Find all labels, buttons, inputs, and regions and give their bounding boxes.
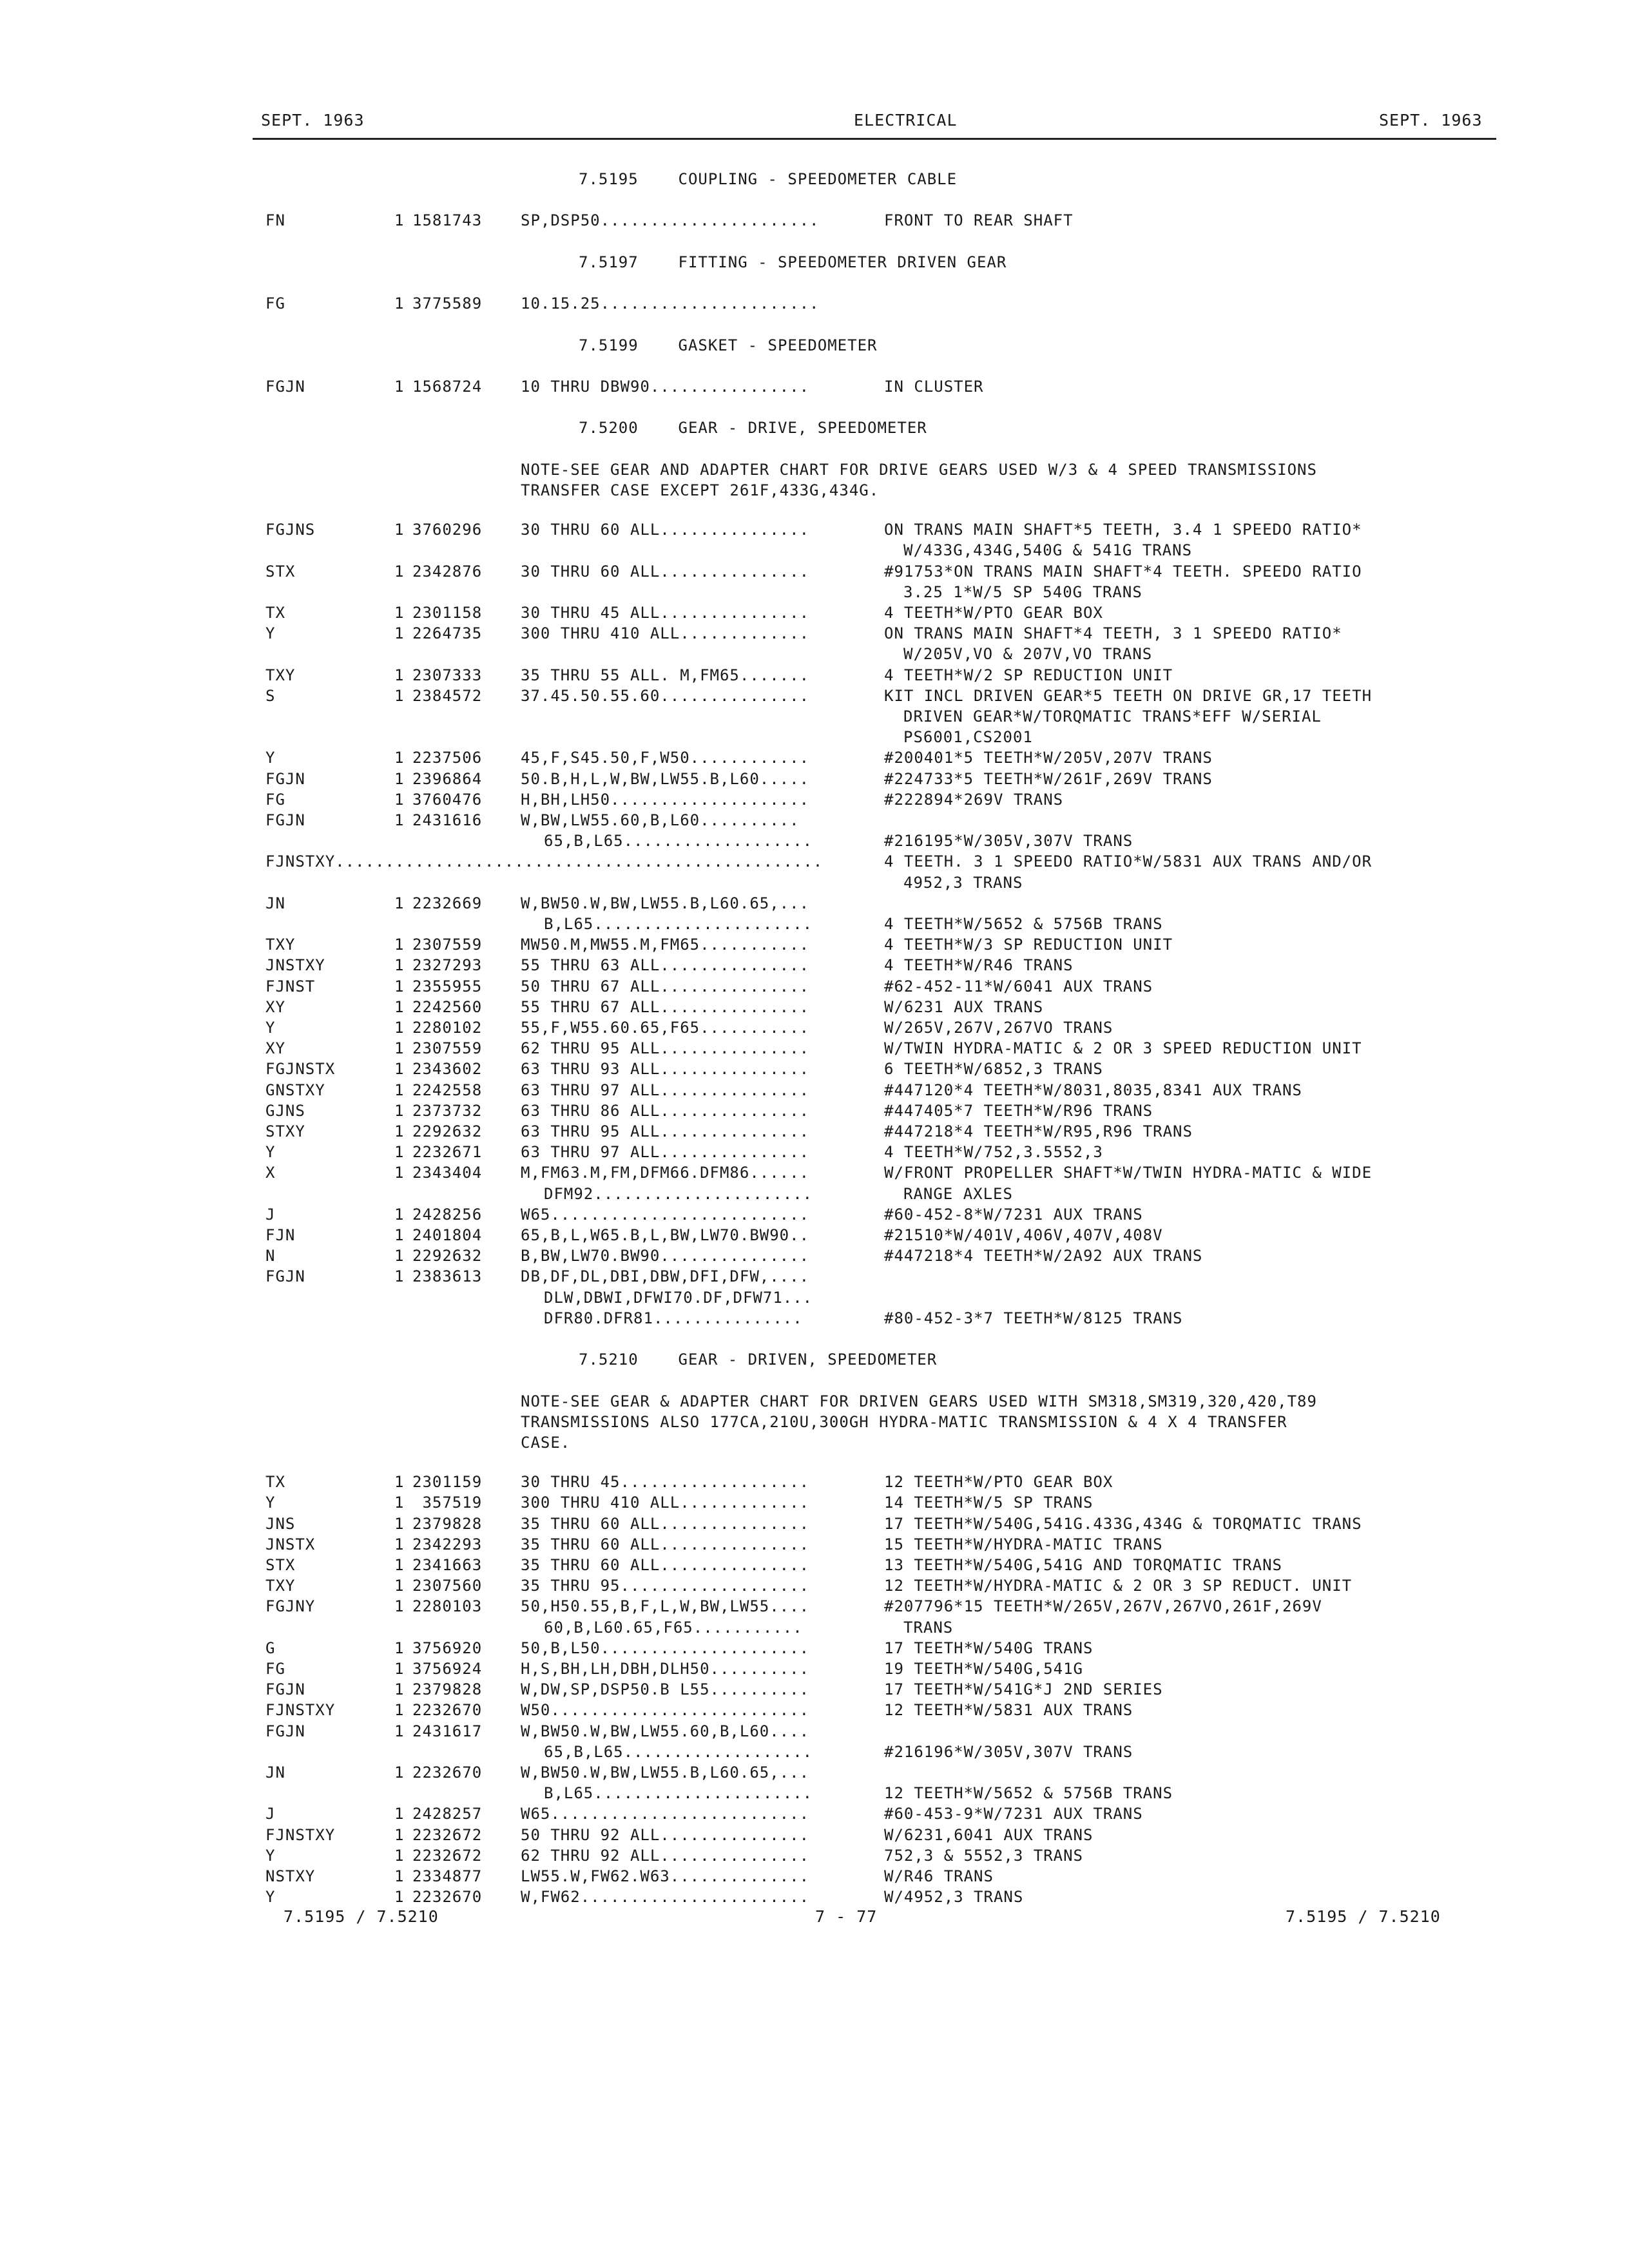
- description: 6 TEETH*W/6852,3 TRANS: [884, 1060, 1103, 1079]
- part-number: 2242560: [412, 997, 483, 1016]
- model-codes: GJNS: [265, 1101, 305, 1120]
- quantity: 1: [394, 562, 405, 581]
- quantity: 1: [394, 749, 405, 767]
- part-number: 2232672: [412, 1846, 483, 1865]
- quantity: 1: [394, 624, 405, 643]
- application: SP,DSP50......................: [521, 211, 820, 230]
- model-codes: Y: [265, 624, 276, 643]
- section-heading-text: 7.5197 FITTING - SPEEDOMETER DRIVEN GEAR: [579, 253, 1007, 271]
- part-number: 2301159: [412, 1473, 483, 1492]
- model-codes: Y: [265, 1143, 276, 1162]
- model-codes: XY: [265, 1039, 285, 1058]
- application-continued: B,L65......................: [544, 914, 813, 933]
- note-text: TRANSMISSIONS ALSO 177CA,210U,300GH HYDRA-MATIC TRANSMISSION & 4 X 4 TRANSFER: [521, 1412, 1287, 1431]
- description: #216196*W/305V,307V TRANS: [884, 1742, 1133, 1761]
- part-number: 2431616: [412, 811, 483, 829]
- description: #200401*5 TEETH*W/205V,207V TRANS: [884, 749, 1213, 767]
- quantity: 1: [394, 997, 405, 1016]
- part-number: 3756924: [412, 1659, 483, 1678]
- application-continued: B,L65......................: [544, 1784, 813, 1803]
- application: 35 THRU 55 ALL. M,FM65.......: [521, 666, 810, 684]
- model-codes: J: [265, 1805, 276, 1823]
- application: W65..........................: [521, 1805, 810, 1823]
- quantity: 1: [394, 1225, 405, 1244]
- model-codes: XY: [265, 997, 285, 1016]
- description: 13 TEETH*W/540G,541G AND TORQMATIC TRANS: [884, 1555, 1282, 1574]
- part-number: 2396864: [412, 769, 483, 788]
- application: DB,DF,DL,DBI,DBW,DFI,DFW,....: [521, 1267, 810, 1286]
- quantity: 1: [394, 1473, 405, 1492]
- description: FRONT TO REAR SHAFT: [884, 211, 1074, 230]
- application: 37.45.50.55.60...............: [521, 686, 810, 705]
- quantity: 1: [394, 1867, 405, 1885]
- model-codes: FGJN: [265, 811, 305, 829]
- description: ON TRANS MAIN SHAFT*4 TEETH, 3 1 SPEEDO RATIO*: [884, 624, 1342, 643]
- model-codes: JNSTXY: [265, 956, 325, 975]
- part-number: 2428257: [412, 1805, 483, 1823]
- description-continued: 4952,3 TRANS: [903, 873, 1023, 892]
- quantity: 1: [394, 1888, 405, 1907]
- part-number: 2383613: [412, 1267, 483, 1286]
- model-codes: J: [265, 1205, 276, 1224]
- description: 12 TEETH*W/HYDRA-MATIC & 2 OR 3 SP REDUCT. UNIT: [884, 1577, 1353, 1595]
- part-number: 2280103: [412, 1597, 483, 1616]
- model-codes: TX: [265, 1473, 285, 1492]
- description: #21510*W/401V,406V,407V,408V: [884, 1225, 1163, 1244]
- quantity: 1: [394, 1494, 405, 1512]
- part-number: 2292632: [412, 1247, 483, 1265]
- part-number: 2232671: [412, 1143, 483, 1162]
- part-number: 2343602: [412, 1060, 483, 1079]
- application: W65..........................: [521, 1205, 810, 1224]
- application: LW55.W,FW62.W63..............: [521, 1867, 810, 1885]
- application: 55 THRU 67 ALL...............: [521, 997, 810, 1016]
- part-number: 2237506: [412, 749, 483, 767]
- application: W,DW,SP,DSP50.B L55..........: [521, 1680, 810, 1699]
- quantity: 1: [394, 1060, 405, 1079]
- description: 12 TEETH*W/5652 & 5756B TRANS: [884, 1784, 1173, 1803]
- quantity: 1: [394, 956, 405, 975]
- application-continued: DLW,DBWI,DFWI70.DF,DFW71...: [544, 1288, 813, 1307]
- application: H,S,BH,LH,DBH,DLH50..........: [521, 1659, 810, 1678]
- description: #60-453-9*W/7231 AUX TRANS: [884, 1805, 1143, 1823]
- part-number: 2327293: [412, 956, 483, 975]
- application: 50,H50.55,B,F,L,W,BW,LW55....: [521, 1597, 810, 1616]
- description-continued: 3.25 1*W/5 SP 540G TRANS: [903, 582, 1142, 601]
- quantity: 1: [394, 811, 405, 829]
- model-codes: FGJN: [265, 1722, 305, 1740]
- description: #91753*ON TRANS MAIN SHAFT*4 TEETH. SPEEDO RATIO: [884, 562, 1362, 581]
- quantity: 1: [394, 936, 405, 954]
- part-number: 2292632: [412, 1122, 483, 1140]
- part-number: 2301158: [412, 603, 483, 622]
- model-codes: FGJN: [265, 378, 305, 396]
- quantity: 1: [394, 211, 405, 230]
- application: 50 THRU 67 ALL...............: [521, 977, 810, 995]
- part-number: 2232669: [412, 894, 483, 912]
- application: 63 THRU 95 ALL...............: [521, 1122, 810, 1140]
- model-codes: FJNST: [265, 977, 316, 995]
- model-codes: N: [265, 1247, 276, 1265]
- description: #447218*4 TEETH*W/R95,R96 TRANS: [884, 1122, 1193, 1140]
- part-number: 3760476: [412, 790, 483, 809]
- description: 4 TEETH*W/5652 & 5756B TRANS: [884, 914, 1163, 933]
- part-number: 2401804: [412, 1225, 483, 1244]
- part-number: 1568724: [412, 378, 483, 396]
- quantity: 1: [394, 378, 405, 396]
- description: 4 TEETH*W/2 SP REDUCTION UNIT: [884, 666, 1173, 684]
- application: 10 THRU DBW90................: [521, 378, 810, 396]
- application: 35 THRU 60 ALL...............: [521, 1514, 810, 1533]
- description: 4 TEETH*W/PTO GEAR BOX: [884, 603, 1103, 622]
- part-number: 2379828: [412, 1680, 483, 1699]
- description: W/TWIN HYDRA-MATIC & 2 OR 3 SPEED REDUCTION UNIT: [884, 1039, 1362, 1058]
- model-codes: STXY: [265, 1122, 305, 1140]
- description: W/6231 AUX TRANS: [884, 997, 1044, 1016]
- section-heading-text: 7.5199 GASKET - SPEEDOMETER: [579, 336, 878, 354]
- application: 30 THRU 45...................: [521, 1473, 810, 1492]
- part-number: 357519: [412, 1494, 483, 1512]
- application: 55,F,W55.60.65,F65...........: [521, 1018, 810, 1037]
- model-codes: FG: [265, 1659, 285, 1678]
- model-codes: JN: [265, 1763, 285, 1782]
- application: 30 THRU 45 ALL...............: [521, 603, 810, 622]
- description: 12 TEETH*W/5831 AUX TRANS: [884, 1701, 1133, 1720]
- description: W/R46 TRANS: [884, 1867, 994, 1885]
- part-number: 2232670: [412, 1763, 483, 1782]
- model-codes: FJN: [265, 1225, 296, 1244]
- quantity: 1: [394, 769, 405, 788]
- part-number: 2342876: [412, 562, 483, 581]
- part-number: 2379828: [412, 1514, 483, 1533]
- footer-section-range-right: 7.5195 / 7.5210: [1286, 1907, 1441, 1926]
- quantity: 1: [394, 1143, 405, 1162]
- quantity: 1: [394, 1555, 405, 1574]
- part-number: 2384572: [412, 686, 483, 705]
- description: #60-452-8*W/7231 AUX TRANS: [884, 1205, 1143, 1224]
- description: 4 TEETH*W/3 SP REDUCTION UNIT: [884, 936, 1173, 954]
- application: 35 THRU 60 ALL...............: [521, 1555, 810, 1574]
- description: #447218*4 TEETH*W/2A92 AUX TRANS: [884, 1247, 1203, 1265]
- description: W/6231,6041 AUX TRANS: [884, 1825, 1094, 1844]
- quantity: 1: [394, 1701, 405, 1720]
- section-heading-text: 7.5200 GEAR - DRIVE, SPEEDOMETER: [579, 419, 927, 437]
- application: W,BW50.W,BW,LW55.B,L60.65,...: [521, 1763, 810, 1782]
- description: #62-452-11*W/6041 AUX TRANS: [884, 977, 1153, 995]
- application: 50 THRU 92 ALL...............: [521, 1825, 810, 1844]
- quantity: 1: [394, 1247, 405, 1265]
- part-number: 2341663: [412, 1555, 483, 1574]
- model-codes: Y: [265, 1846, 276, 1865]
- quantity: 1: [394, 1205, 405, 1224]
- application-continued: DFM92......................: [544, 1184, 813, 1203]
- model-codes: TXY: [265, 666, 296, 684]
- application: W,BW50.W,BW,LW55.60,B,L60....: [521, 1722, 810, 1740]
- quantity: 1: [394, 1039, 405, 1058]
- quantity: 1: [394, 1514, 405, 1533]
- note-text: NOTE-SEE GEAR & ADAPTER CHART FOR DRIVEN GEARS USED WITH SM318,SM319,320,420,T89: [521, 1392, 1317, 1410]
- application: 30 THRU 60 ALL...............: [521, 521, 810, 539]
- application: W,BW50.W,BW,LW55.B,L60.65,...: [521, 894, 810, 912]
- header-date-left: SEPT. 1963: [261, 111, 365, 130]
- model-codes: NSTXY: [265, 1867, 316, 1885]
- quantity: 1: [394, 1577, 405, 1595]
- description: RANGE AXLES: [903, 1184, 1013, 1203]
- header-section-title: ELECTRICAL: [854, 111, 958, 130]
- description: 17 TEETH*W/541G*J 2ND SERIES: [884, 1680, 1163, 1699]
- description: ON TRANS MAIN SHAFT*5 TEETH, 3.4 1 SPEEDO RATIO*: [884, 521, 1362, 539]
- note-text: TRANSFER CASE EXCEPT 261F,433G,434G.: [521, 481, 880, 499]
- part-number: 2232672: [412, 1825, 483, 1844]
- part-number: 2355955: [412, 977, 483, 995]
- section-heading-text: 7.5195 COUPLING - SPEEDOMETER CABLE: [579, 170, 958, 188]
- application: 300 THRU 410 ALL.............: [521, 624, 810, 643]
- quantity: 1: [394, 1659, 405, 1678]
- quantity: 1: [394, 1805, 405, 1823]
- description: 4 TEETH. 3 1 SPEEDO RATIO*W/5831 AUX TRANS AND/OR: [884, 852, 1373, 871]
- application: 65,B,L,W65.B,L,BW,LW70.BW90..: [521, 1225, 810, 1244]
- model-codes: Y: [265, 1018, 276, 1037]
- quantity: 1: [394, 1101, 405, 1120]
- quantity: 1: [394, 1018, 405, 1037]
- part-number: 3775589: [412, 294, 483, 313]
- description: #222894*269V TRANS: [884, 790, 1064, 809]
- quantity: 1: [394, 603, 405, 622]
- quantity: 1: [394, 1639, 405, 1657]
- application: W,FW62.......................: [521, 1888, 810, 1907]
- application: 300 THRU 410 ALL.............: [521, 1494, 810, 1512]
- description: 752,3 & 5552,3 TRANS: [884, 1846, 1083, 1865]
- quantity: 1: [394, 894, 405, 912]
- part-number: 2307559: [412, 1039, 483, 1058]
- part-number: 2343404: [412, 1164, 483, 1182]
- description: 19 TEETH*W/540G,541G: [884, 1659, 1083, 1678]
- model-codes: TXY: [265, 1577, 296, 1595]
- description: #447405*7 TEETH*W/R96 TRANS: [884, 1101, 1153, 1120]
- part-number: 3756920: [412, 1639, 483, 1657]
- description: 4 TEETH*W/R46 TRANS: [884, 956, 1074, 975]
- description: W/FRONT PROPELLER SHAFT*W/TWIN HYDRA-MATIC & WIDE: [884, 1164, 1373, 1182]
- application: W50..........................: [521, 1701, 810, 1720]
- model-codes: JNS: [265, 1514, 296, 1533]
- model-codes: STX: [265, 562, 296, 581]
- model-codes: FN: [265, 211, 285, 230]
- model-codes: FGJNSTX: [265, 1060, 336, 1079]
- model-codes: FGJN: [265, 769, 305, 788]
- description-continued: W/205V,VO & 207V,VO TRANS: [903, 645, 1153, 664]
- description-continued: DRIVEN GEAR*W/TORQMATIC TRANS*EFF W/SERIAL: [903, 707, 1322, 726]
- application: 62 THRU 95 ALL...............: [521, 1039, 810, 1058]
- model-codes: FG: [265, 294, 285, 313]
- part-number: 1581743: [412, 211, 483, 230]
- quantity: 1: [394, 1081, 405, 1099]
- model-codes: FGJN: [265, 1680, 305, 1699]
- application: 63 THRU 97 ALL...............: [521, 1143, 810, 1162]
- model-codes: FJNSTXY.................................................: [265, 852, 824, 871]
- model-codes: FG: [265, 790, 285, 809]
- application: 50.B,H,L,W,BW,LW55.B,L60.....: [521, 769, 810, 788]
- application: 35 THRU 95...................: [521, 1577, 810, 1595]
- description-continued: PS6001,CS2001: [903, 728, 1033, 747]
- model-codes: JNSTX: [265, 1535, 316, 1553]
- section-heading-text: 7.5210 GEAR - DRIVEN, SPEEDOMETER: [579, 1350, 938, 1369]
- part-number: 2242558: [412, 1081, 483, 1099]
- description: 15 TEETH*W/HYDRA-MATIC TRANS: [884, 1535, 1163, 1553]
- description-continued: W/433G,434G,540G & 541G TRANS: [903, 541, 1193, 560]
- application: 63 THRU 97 ALL...............: [521, 1081, 810, 1099]
- quantity: 1: [394, 1164, 405, 1182]
- description: 4 TEETH*W/752,3.5552,3: [884, 1143, 1103, 1162]
- application-continued: 65,B,L65...................: [544, 1742, 813, 1761]
- part-number: 2280102: [412, 1018, 483, 1037]
- description: 14 TEETH*W/5 SP TRANS: [884, 1494, 1094, 1512]
- model-codes: FGJNS: [265, 521, 316, 539]
- model-codes: JN: [265, 894, 285, 912]
- description: 17 TEETH*W/540G,541G.433G,434G & TORQMATIC TRANS: [884, 1514, 1362, 1533]
- description: #207796*15 TEETH*W/265V,267V,267VO,261F,269V: [884, 1597, 1322, 1616]
- model-codes: Y: [265, 749, 276, 767]
- part-number: 2428256: [412, 1205, 483, 1224]
- note-text: CASE.: [521, 1433, 571, 1452]
- part-number: 3760296: [412, 521, 483, 539]
- application: 45,F,S45.50,F,W50............: [521, 749, 810, 767]
- part-number: 2373732: [412, 1101, 483, 1120]
- model-codes: Y: [265, 1494, 276, 1512]
- application: W,BW,LW55.60,B,L60..........: [521, 811, 800, 829]
- header-date-right: SEPT. 1963: [1379, 111, 1483, 130]
- model-codes: GNSTXY: [265, 1081, 325, 1099]
- quantity: 1: [394, 1267, 405, 1286]
- application: 35 THRU 60 ALL...............: [521, 1535, 810, 1553]
- application-continued: 60,B,L60.65,F65...........: [544, 1618, 803, 1637]
- part-number: 2232670: [412, 1701, 483, 1720]
- application: MW50.M,MW55.M,FM65...........: [521, 936, 810, 954]
- quantity: 1: [394, 1763, 405, 1782]
- description: #447120*4 TEETH*W/8031,8035,8341 AUX TRANS: [884, 1081, 1302, 1099]
- quantity: 1: [394, 686, 405, 705]
- application: 63 THRU 93 ALL...............: [521, 1060, 810, 1079]
- model-codes: S: [265, 686, 276, 705]
- application-continued: 65,B,L65...................: [544, 832, 813, 850]
- description: KIT INCL DRIVEN GEAR*5 TEETH ON DRIVE GR,17 TEETH: [884, 686, 1373, 705]
- model-codes: TXY: [265, 936, 296, 954]
- part-number: 2307560: [412, 1577, 483, 1595]
- description: #216195*W/305V,307V TRANS: [884, 832, 1133, 850]
- application: 55 THRU 63 ALL...............: [521, 956, 810, 975]
- quantity: 1: [394, 1825, 405, 1844]
- part-number: 2342293: [412, 1535, 483, 1553]
- quantity: 1: [394, 1722, 405, 1740]
- application: 30 THRU 60 ALL...............: [521, 562, 810, 581]
- quantity: 1: [394, 1535, 405, 1553]
- quantity: 1: [394, 1597, 405, 1616]
- footer-section-range-left: 7.5195 / 7.5210: [284, 1907, 439, 1926]
- part-number: 2232670: [412, 1888, 483, 1907]
- application: B,BW,LW70.BW90...............: [521, 1247, 810, 1265]
- quantity: 1: [394, 1846, 405, 1865]
- quantity: 1: [394, 977, 405, 995]
- part-number: 2334877: [412, 1867, 483, 1885]
- application: 62 THRU 92 ALL...............: [521, 1846, 810, 1865]
- description: TRANS: [903, 1618, 954, 1637]
- quantity: 1: [394, 666, 405, 684]
- description: 12 TEETH*W/PTO GEAR BOX: [884, 1473, 1113, 1492]
- model-codes: FGJN: [265, 1267, 305, 1286]
- quantity: 1: [394, 294, 405, 313]
- model-codes: FJNSTXY: [265, 1825, 336, 1844]
- model-codes: G: [265, 1639, 276, 1657]
- quantity: 1: [394, 521, 405, 539]
- description: IN CLUSTER: [884, 378, 984, 396]
- application: M,FM63.M,FM,DFM66.DFM86......: [521, 1164, 810, 1182]
- model-codes: FGJNY: [265, 1597, 316, 1616]
- application: 10.15.25......................: [521, 294, 820, 313]
- quantity: 1: [394, 1122, 405, 1140]
- model-codes: X: [265, 1164, 276, 1182]
- description: W/265V,267V,267VO TRANS: [884, 1018, 1113, 1037]
- description: W/4952,3 TRANS: [884, 1888, 1024, 1907]
- part-number: 2307333: [412, 666, 483, 684]
- description: #224733*5 TEETH*W/261F,269V TRANS: [884, 769, 1213, 788]
- application: 50,B,L50.....................: [521, 1639, 810, 1657]
- quantity: 1: [394, 1680, 405, 1699]
- application: H,BH,LH50....................: [521, 790, 810, 809]
- footer-page-number: 7 - 77: [815, 1907, 878, 1926]
- application: 63 THRU 86 ALL...............: [521, 1101, 810, 1120]
- model-codes: TX: [265, 603, 285, 622]
- quantity: 1: [394, 790, 405, 809]
- model-codes: STX: [265, 1555, 296, 1574]
- description: 17 TEETH*W/540G TRANS: [884, 1639, 1094, 1657]
- part-number: 2431617: [412, 1722, 483, 1740]
- application-continued: DFR80.DFR81...............: [544, 1309, 803, 1327]
- model-codes: FJNSTXY: [265, 1701, 336, 1720]
- part-number: 2307559: [412, 936, 483, 954]
- part-number: 2264735: [412, 624, 483, 643]
- description: #80-452-3*7 TEETH*W/8125 TRANS: [884, 1309, 1183, 1327]
- model-codes: Y: [265, 1888, 276, 1907]
- note-text: NOTE-SEE GEAR AND ADAPTER CHART FOR DRIVE GEARS USED W/3 & 4 SPEED TRANSMISSIONS: [521, 460, 1317, 479]
